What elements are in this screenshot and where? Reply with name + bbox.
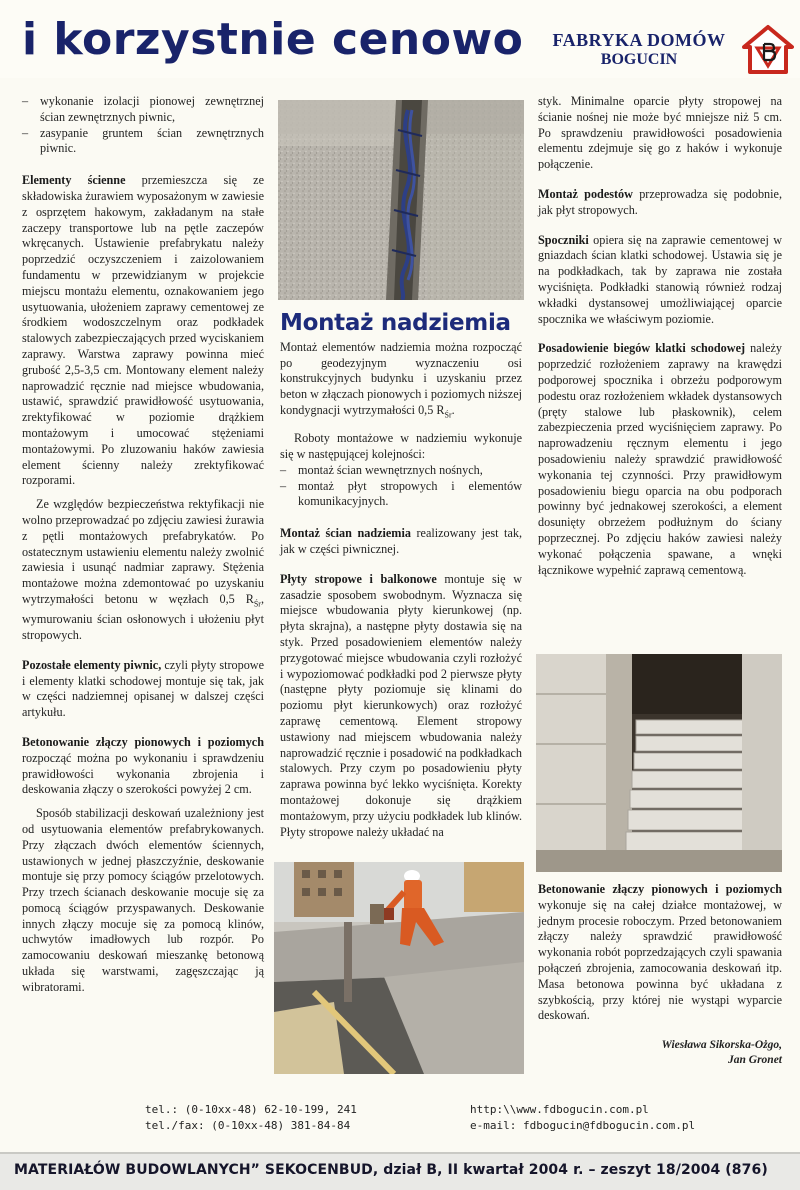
text-safety-a: Ze względów bezpieczeństwa rektyfikacji nie wolno przeprowadzać po zdjęciu zawiesi żurawia z pętli montażowych prefabrykatów. Po ostatecznym ustawieniu elementu należy zwolnić zawiesia i usunąć nadmiar zaprawy. Stężenia montażowe można zdemontować po uzyskaniu wytrzymałości betonu w węzłach 0,5 R bbox=[22, 497, 264, 606]
footer-text: MATERIAŁÓW BUDOWLANYCH” SEKOCENBUD, dział B, II kwartał 2004 r. – zeszyt 18/2004 (876) bbox=[14, 1162, 768, 1178]
paragraph-safety bbox=[22, 497, 264, 644]
text-walls-above: realizowany jest tak, jak w części piwnicznej. bbox=[280, 526, 522, 556]
text-superstructure-a: Montaż elementów nadziemia można rozpocząć po geodezyjnym wyznaczeniu osi konstrukcyjnych budynku i uzyskaniu przez beton w złączach pionowych i poziomych niższej kondygnacji wytrzymałości 0,5 R bbox=[280, 339, 522, 417]
article-column-2 bbox=[280, 306, 522, 848]
lead-wall-elements: Elementy ścienne bbox=[22, 173, 126, 188]
list-item: – zasypanie gruntem ścian zewnętrznych piwnic. bbox=[22, 126, 264, 158]
photo-joint-rebar bbox=[278, 100, 524, 300]
list-item: – montaż ścian wewnętrznych nośnych, bbox=[280, 463, 522, 479]
text-slabs: montuje się w zasadzie sposobem swobodnym. Wyznacza się miejsce wbudowania płyty kierunkowej (np. płyta skrajna), a następne płyty dostawia się na styk. Przed posadowieniem elementów należy przygotować miejsce wbudowania czyli rozłożyć i wypoziomować podkładki pod 2 pierwsze płyty (następne płyty poziomuje się klinami do poziomu płyt kierunkowych) oraz rozłożyć zaprawę cementową. Element stropowy ustawiony nad miejscem wbudowania należy naprowadzić ręcznie i posadowić na podkładkach stalowych. Przy czym po posadowieniu płyty zaprawa powinna być lekko wyciśnięta. Korekty montażowej dokonuje się drążkiem montażowym, przy użyciu podkładek lub klinów. Płyty stropowe należy układać na bbox=[280, 571, 522, 839]
lead-concreting-all: Betonowanie złączy pionowych i poziomych bbox=[538, 882, 782, 896]
lead-walls-above: Montaż ścian nadziemia bbox=[280, 526, 411, 541]
article-column-1 bbox=[22, 94, 264, 1004]
paragraph-formwork: Sposób stabilizacji deskowań uzależniony jest od usytuowania elementów prefabrykowanych. Przy złączach dwóch elementów ściennych, ustawionych w jednej płaszczyźnie, deskowanie montuje się przy pomocy ściągów przelotowych. Przy trzech ścianach deskowanie mocuje się za pomocą ściągów przyspawanych. Deskowanie innych złączy mocuje się za pomocą klinów, uchwytów imadłowych lub rozpór. Po zamocowaniu deskowań mieszankę betonową układa się warstwami, zagęszczając ją wibratorami. bbox=[22, 806, 264, 994]
headline: i korzystnie cenowo bbox=[22, 14, 524, 65]
lead-landings: Montaż podestów bbox=[538, 186, 633, 201]
page-footer bbox=[0, 1152, 800, 1190]
subscript: Śr bbox=[444, 410, 452, 420]
paragraph-order: Roboty montażowe w nadziemiu wykonuje się w następującej kolejności: bbox=[280, 431, 522, 462]
author-1: Wiesława Sikorska-Ożgo, bbox=[661, 1039, 782, 1052]
paragraph-slabs bbox=[280, 572, 522, 841]
text-other-basement: czyli płyty stropowe i elementy klatki schodowej montuje się tak, jak w części nadziemnej opisanej w dalszej części artykułu. bbox=[22, 657, 265, 720]
section-title: Montaż nadziemia bbox=[280, 310, 511, 336]
brand-line1: FABRYKA DOMÓW bbox=[552, 30, 726, 50]
text-wall-elements: przemieszcza się ze składowiska żurawiem wyposażonym w zawiesie z osprzętem hakowym, zakładanym na stałe zaczepy transportowe lub na pętle zaczepów wkręcanych. Ustawienie prefabrykatu należy poprzedzić oczyszczeniem i zaizolowaniem fundamentu w przewidzianym w projekcie miejscu montażu elementu, oznakowaniem jego usytuowania, ułożeniem zaprawy cementowej ze środkiem wodoszczelnym oraz podkładek stalowych zabezpieczających przed wyciskaniem zaprawy. Warstwa zaprawy powinna mieć grubość 2,5-3,5 cm. Montowany element należy naprowadzić ręcznie nad miejsce wbudowania, ustawić, sprawdzić prawidłowość usytuowania, zrektyfikować w poziomie drążkiem montażowym i umocować stężeniami montażowymi. Po zluzowaniu haków zawiesia element ścienny należy zrektyfikować rozporami. bbox=[22, 173, 264, 488]
brand-line2: BOGUCIN bbox=[600, 51, 678, 68]
lead-concreting-joints: Betonowanie złączy pionowych i poziomych bbox=[22, 734, 264, 749]
paragraph-walls-above bbox=[280, 526, 522, 558]
paragraph-concreting-joints bbox=[22, 735, 264, 798]
lead-slabs: Płyty stropowe i balkonowe bbox=[280, 571, 437, 586]
lead-other-basement: Pozostałe elementy piwnic, bbox=[22, 657, 162, 672]
list-item: – montaż płyt stropowych i elementów komunikacyjnych. bbox=[280, 479, 522, 511]
photo-staircase bbox=[536, 654, 782, 872]
paragraph-concreting-all bbox=[538, 882, 782, 1024]
text-superstructure-b: . bbox=[451, 402, 455, 417]
subscript: Śr bbox=[253, 599, 261, 609]
photo-worker-slab bbox=[274, 862, 524, 1074]
paragraph-landings bbox=[538, 187, 782, 219]
author-2: Jan Gronet bbox=[728, 1054, 782, 1067]
email-link[interactable]: e-mail: fdbogucin@fdbogucin.com.pl bbox=[470, 1119, 696, 1132]
top-list bbox=[22, 94, 264, 157]
paragraph-other-basement bbox=[22, 658, 264, 721]
text-stairs: należy poprzedzić rozłożeniem zaprawy na krawędzi podporowej spocznika i obrzeżu podporowym podestu oraz rozłożeniem wkładek dystansowych (pręty stalowe lub płaskownik), celem zabezpieczenia przed wyciśnięciem zaprawy. Po naprowadzeniu ręcznym elementu i jego posadowieniu należy sprawdzić prawidłowość wykonania tej czynności. Przy prawidłowym posadowieniu biegu oparcia na obu podporach powinny być jednakowej szerokości, a element dosunięty obrzeżem podłużnym do ściany poprzecznej. Po zdjęciu haków zawiesi należy wykonać połączenia spawane, a wnęki łącznikowe wypełnić zaprawą cementową. bbox=[538, 341, 782, 577]
lead-stairs: Posadowienie biegów klatki schodowej bbox=[538, 341, 746, 356]
article-column-3 bbox=[538, 94, 782, 586]
phone: tel.: (0-10xx-48) 62-10-199, 241 bbox=[145, 1103, 357, 1116]
brand-name bbox=[540, 30, 738, 70]
paragraph-spoczniki bbox=[538, 233, 782, 328]
contact-online bbox=[470, 1102, 695, 1134]
website-link[interactable]: http:\\www.fdbogucin.com.pl bbox=[470, 1103, 649, 1116]
text-concreting-all: wykonuje się na całej działce montażowej, w jednym procesie roboczym. Przed betonowaniem złączy należy sprawdzić prawidłowość wykonania robót poprzedzających czyli spawania połączeń zbrojenia, zamocowania deskowań itp. Masa betonowa powinna być układana z szybkością, przy której nie wystąpi wyparcie deskowań. bbox=[538, 897, 782, 1023]
author-signature bbox=[538, 1038, 782, 1068]
lead-spoczniki: Spoczniki bbox=[538, 232, 589, 247]
paragraph-superstructure bbox=[280, 340, 522, 423]
text-safety-b: , wymurowaniu ścian osłonowych i ułożeniu płyt stropowych. bbox=[22, 591, 264, 642]
article-column-3-bottom bbox=[538, 882, 782, 1068]
contact-phones bbox=[145, 1102, 357, 1134]
text-spoczniki: opiera się na zaprawie cementowej w gniazdach ścian klatki schodowej. Ustawia się je na podkładkach, tak by zaprawa nie została wyciśnięta. Podkładki stanowią również rodzaj wkładki dystansowej umożliwiającej oparcie spocznika we właściwym poziomie. bbox=[538, 232, 782, 326]
phone-fax: tel./fax: (0-10xx-48) 381-84-84 bbox=[145, 1119, 351, 1132]
text-concreting-joints: rozpocząć można po wykonaniu i sprawdzeniu prawidłowości wykonania zbrojenia i deskowania złączy o szerokości powyżej 2 cm. bbox=[22, 750, 264, 797]
paragraph-support: styk. Minimalne oparcie płyty stropowej na ścianie nośnej nie może być mniejsze niż 5 cm. Po sprawdzeniu prawidłowości posadowienia elementu zdejmuje się go z haków i wykonuje połączenie. bbox=[538, 94, 782, 172]
order-list bbox=[280, 463, 522, 510]
page-header bbox=[0, 0, 800, 78]
paragraph-wall-elements bbox=[22, 173, 264, 489]
text-landings: przeprowadza się podobnie, jak płyt stropowych. bbox=[538, 186, 782, 217]
list-item: – wykonanie izolacji pionowej zewnętrznej ścian zewnętrznych piwnic, bbox=[22, 94, 264, 126]
house-b-logo-icon bbox=[742, 24, 794, 76]
paragraph-stairs bbox=[538, 341, 782, 578]
